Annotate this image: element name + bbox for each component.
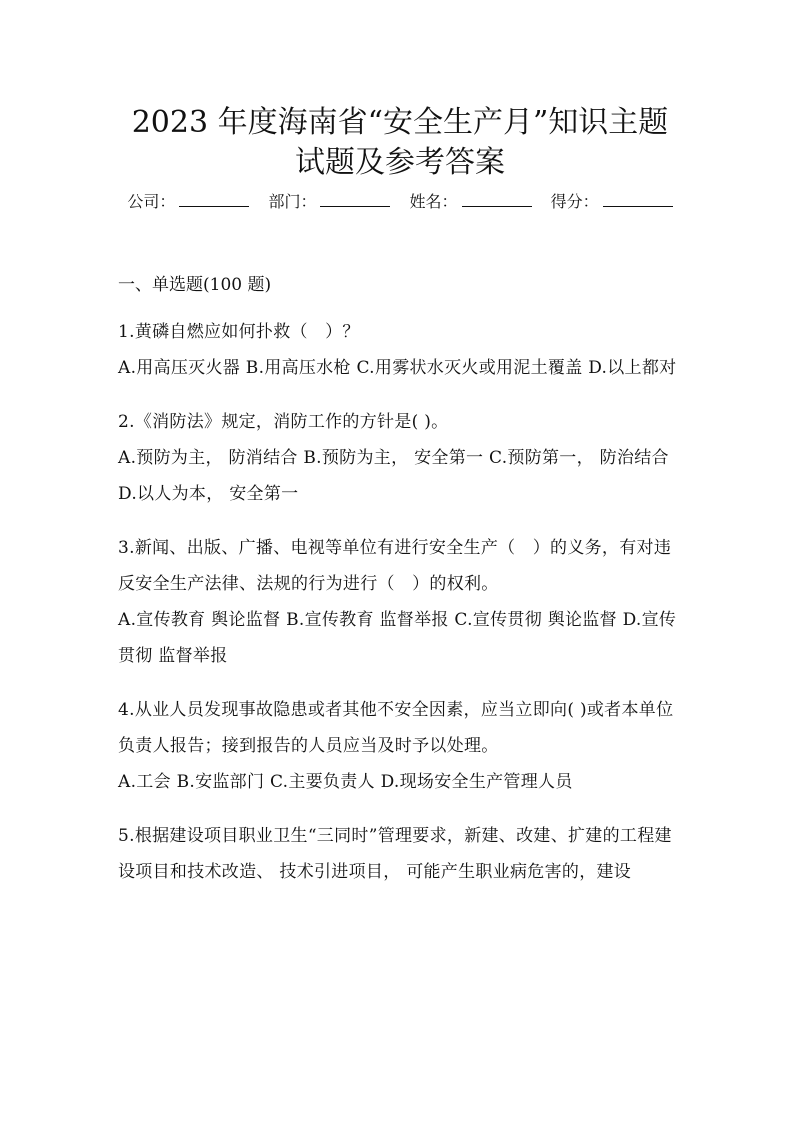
question-options: A.宣传教育 舆论监督 B.宣传教育 监督举报 C.宣传贯彻 舆论监督 D.宣传贯彻 监督举报	[118, 610, 677, 666]
question-5	[118, 818, 688, 890]
name-label: 姓名：	[409, 192, 458, 211]
question-4	[118, 692, 688, 800]
name-field	[410, 192, 532, 211]
company-label: 公司：	[127, 192, 176, 211]
name-blank	[462, 192, 532, 207]
question-options: A.预防为主， 防消结合 B.预防为主， 安全第一 C.预防第一， 防治结合 D.以人为本， 安全第一	[118, 448, 669, 504]
department-blank	[320, 192, 390, 207]
question-text: 4.从业人员发现事故隐患或者其他不安全因素，应当立即向( )或者本单位负责人报告；接到报告的人员应当及时予以处理。	[118, 700, 674, 756]
score-field	[551, 192, 673, 211]
document-title-line2: 试题及参考答案	[295, 145, 505, 180]
section-heading: 一、单选题(100 题)	[118, 275, 272, 295]
question-text: 1.黄磷自燃应如何扑救（ ）？	[118, 322, 360, 342]
department-label: 部门：	[268, 192, 317, 211]
question-options: A.用高压灭火器 B.用高压水枪 C.用雾状水灭火或用泥土覆盖 D.以上都对	[118, 358, 677, 378]
question-1	[118, 314, 688, 386]
document-title-line1: 2023 年度海南省“安全生产月”知识主题	[131, 105, 669, 140]
question-2	[118, 404, 688, 512]
question-list	[118, 272, 688, 904]
company-field	[127, 192, 249, 211]
question-3	[118, 530, 688, 674]
department-field	[268, 192, 390, 211]
score-blank	[603, 192, 673, 207]
company-blank	[179, 192, 249, 207]
question-options: A.工会 B.安监部门 C.主要负责人 D.现场安全生产管理人员	[118, 772, 573, 792]
question-text: 2.《消防法》规定，消防工作的方针是( )。	[118, 412, 449, 432]
info-line	[0, 190, 800, 214]
question-text: 3.新闻、出版、广播、电视等单位有进行安全生产（ ）的义务，有对违反安全生产法律、法规的行为进行（ ）的权利。	[118, 538, 672, 594]
score-label: 得分：	[550, 192, 599, 211]
question-text: 5.根据建设项目职业卫生“三同时”管理要求，新建、改建、扩建的工程建设项目和技术改造、 技术引进项目， 可能产生职业病危害的，建设	[118, 826, 672, 882]
